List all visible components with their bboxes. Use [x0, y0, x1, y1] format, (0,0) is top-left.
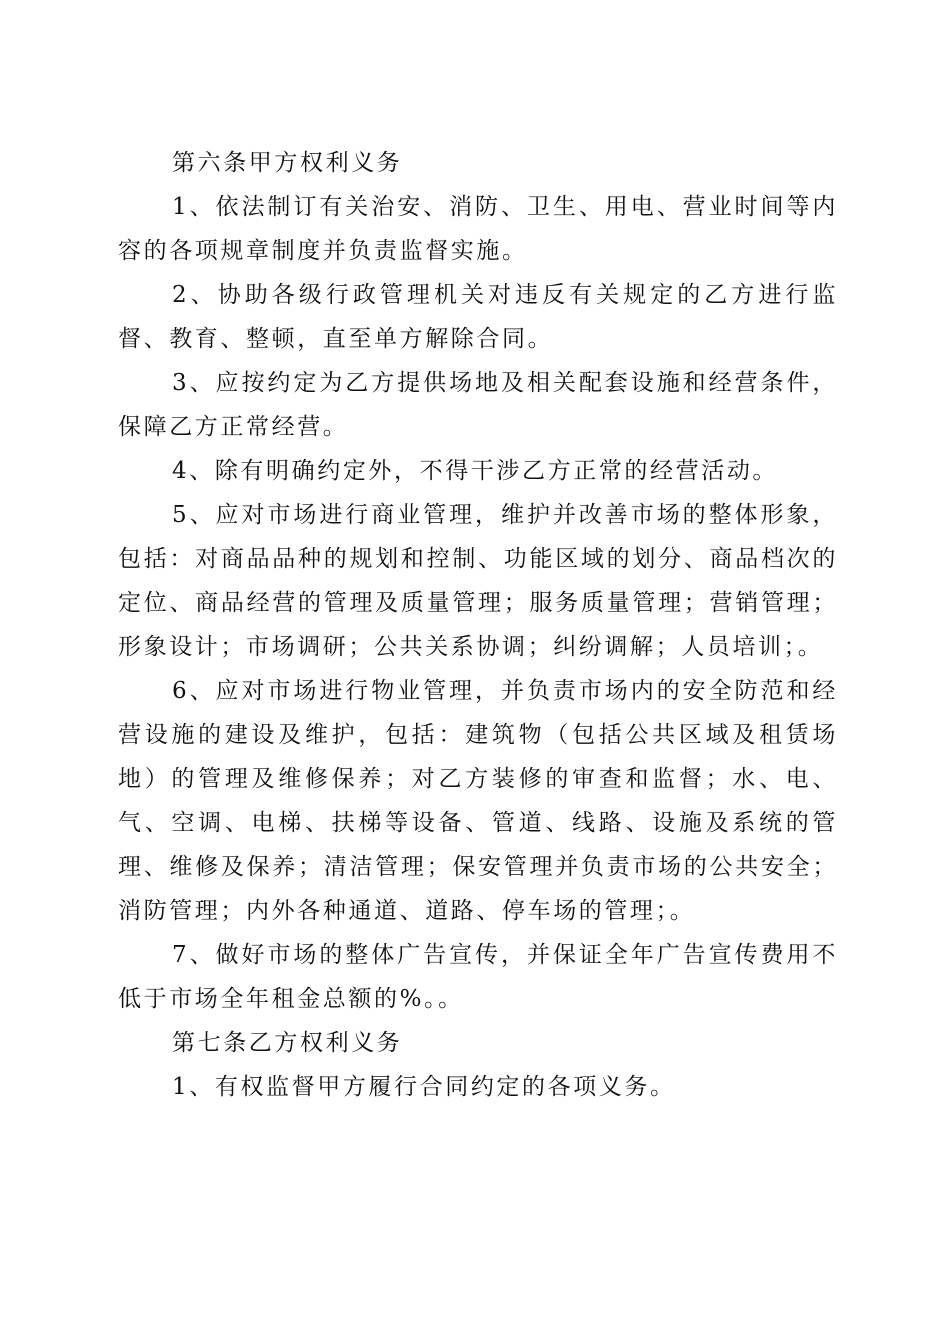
- clause-6-2: 2、协助各级行政管理机关对违反有关规定的乙方进行监督、教育、整顿，直至单方解除合同。: [118, 282, 838, 352]
- section-heading-article-7: 第七条乙方权利义务: [172, 1030, 403, 1056]
- clause-6-4: 4、除有明确约定外，不得干涉乙方正常的经营活动。: [172, 458, 779, 484]
- document-body: [118, 141, 838, 1109]
- clause-6-5: 5、应对市场进行商业管理，维护并改善市场的整体形象，包括：对商品品种的规划和控制、功能区域的划分、商品档次的定位、商品经营的管理及质量管理；服务质量管理；营销管理；形象设计；市场调研；公共关系协调；纠纷调解；人员培训；。: [118, 502, 838, 660]
- clause-6-7: 7、做好市场的整体广告宣传，并保证全年广告宣传费用不低于市场全年租金总额的%。。: [118, 942, 838, 1012]
- section-heading-article-6: 第六条甲方权利义务: [172, 150, 403, 176]
- clause-6-1: 1、依法制订有关治安、消防、卫生、用电、营业时间等内容的各项规章制度并负责监督实施。: [118, 194, 838, 264]
- clause-6-3: 3、应按约定为乙方提供场地及相关配套设施和经营条件，保障乙方正常经营。: [118, 370, 838, 440]
- clause-6-6: 6、应对市场进行物业管理，并负责市场内的安全防范和经营设施的建设及维护，包括：建筑物（包括公共区域及租赁场地）的管理及维修保养；对乙方装修的审查和监督；水、电、气、空调、电梯、扶梯等设备、管道、线路、设施及系统的管理、维修及保养；清洁管理；保安管理并负责市场的公共安全；消防管理；内外各种通道、道路、停车场的管理；。: [118, 678, 838, 924]
- clause-7-1: 1、有权监督甲方履行合同约定的各项义务。: [172, 1074, 676, 1100]
